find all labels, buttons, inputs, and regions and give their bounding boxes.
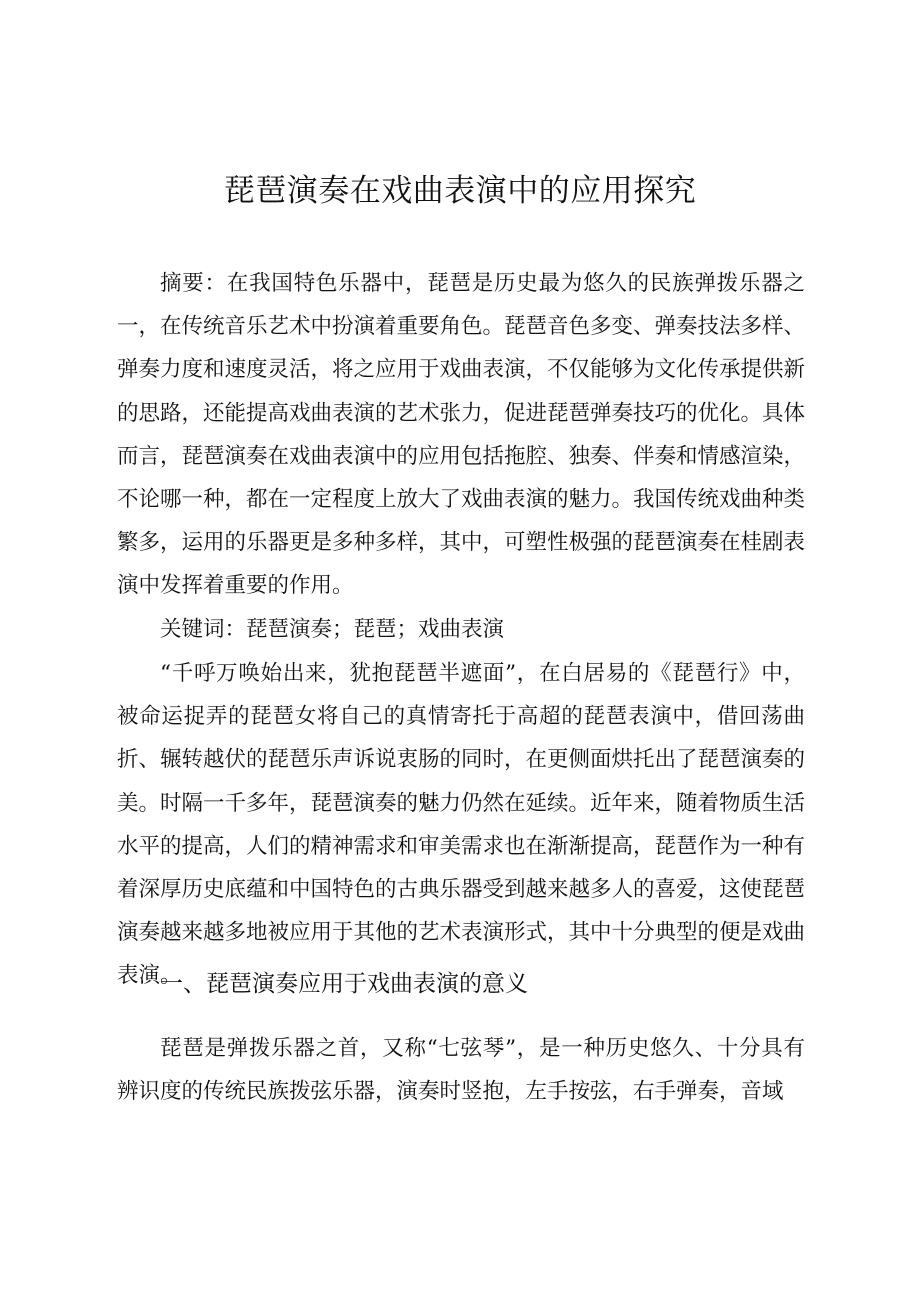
- section1-block: [117, 1027, 805, 1113]
- abstract-label: 摘要：: [160, 271, 227, 296]
- keywords-text: 琵琶演奏；琵琶；戏曲表演: [246, 617, 505, 642]
- section1-paragraph: 琵琶是弹拨乐器之首，又称“七弦琴”，是一种历史悠久、十分具有辨识度的传统民族拨弦乐器，演奏时竖抱，左手按弦，右手弹奏，音域: [117, 1036, 805, 1105]
- intro-block: [117, 652, 805, 998]
- document-title: 琵琶演奏在戏曲表演中的应用探究: [223, 173, 697, 209]
- keywords-label: 关键词：: [160, 617, 247, 642]
- abstract-text: 在我国特色乐器中，琵琶是历史最为悠久的民族弹拨乐器之一，在传统音乐艺术中扮演着重要角色。琵琶音色多变、弹奏技法多样、弹奏力度和速度灵活，将之应用于戏曲表演，不仅能够为文化传承提供新的思路，还能提高戏曲表演的艺术张力，促进琵琶弹奏技巧的优化。具体而言，琵琶演奏在戏曲表演中的应用包括拖腔、独奏、伴奏和情感渲染，不论哪一种，都在一定程度上放大了戏曲表演的魅力。我国传统戏曲种类繁多，运用的乐器更是多种多样，其中，可塑性极强的琵琶演奏在桂剧表演中发挥着重要的作用。: [117, 271, 806, 599]
- abstract-paragraph: [117, 262, 805, 608]
- abstract-block: [117, 262, 805, 608]
- intro-paragraph: “千呼万唤始出来，犹抱琵琶半遮面”，在白居易的《琵琶行》中，被命运捉弄的琵琶女将自己的真情寄托于高超的琵琶表演中，借回荡曲折、辗转越伏的琵琶乐声诉说衷肠的同时，在更侧面烘托出了琵琶演奏的美。时隔一千多年，琵琶演奏的魅力仍然在延续。近年来，随着物质生活水平的提高，人们的精神需求和审美需求也在渐渐提高，琵琶作为一种有着深厚历史底蕴和中国特色的古典乐器受到越来越多人的喜爱，这使琵琶演奏越来越多地被应用于其他的艺术表演形式，其中十分典型的便是戏曲表演。: [117, 661, 806, 989]
- section-heading: 一、琵琶演奏应用于戏曲表演的意义: [160, 971, 528, 997]
- keywords-line: [117, 608, 805, 651]
